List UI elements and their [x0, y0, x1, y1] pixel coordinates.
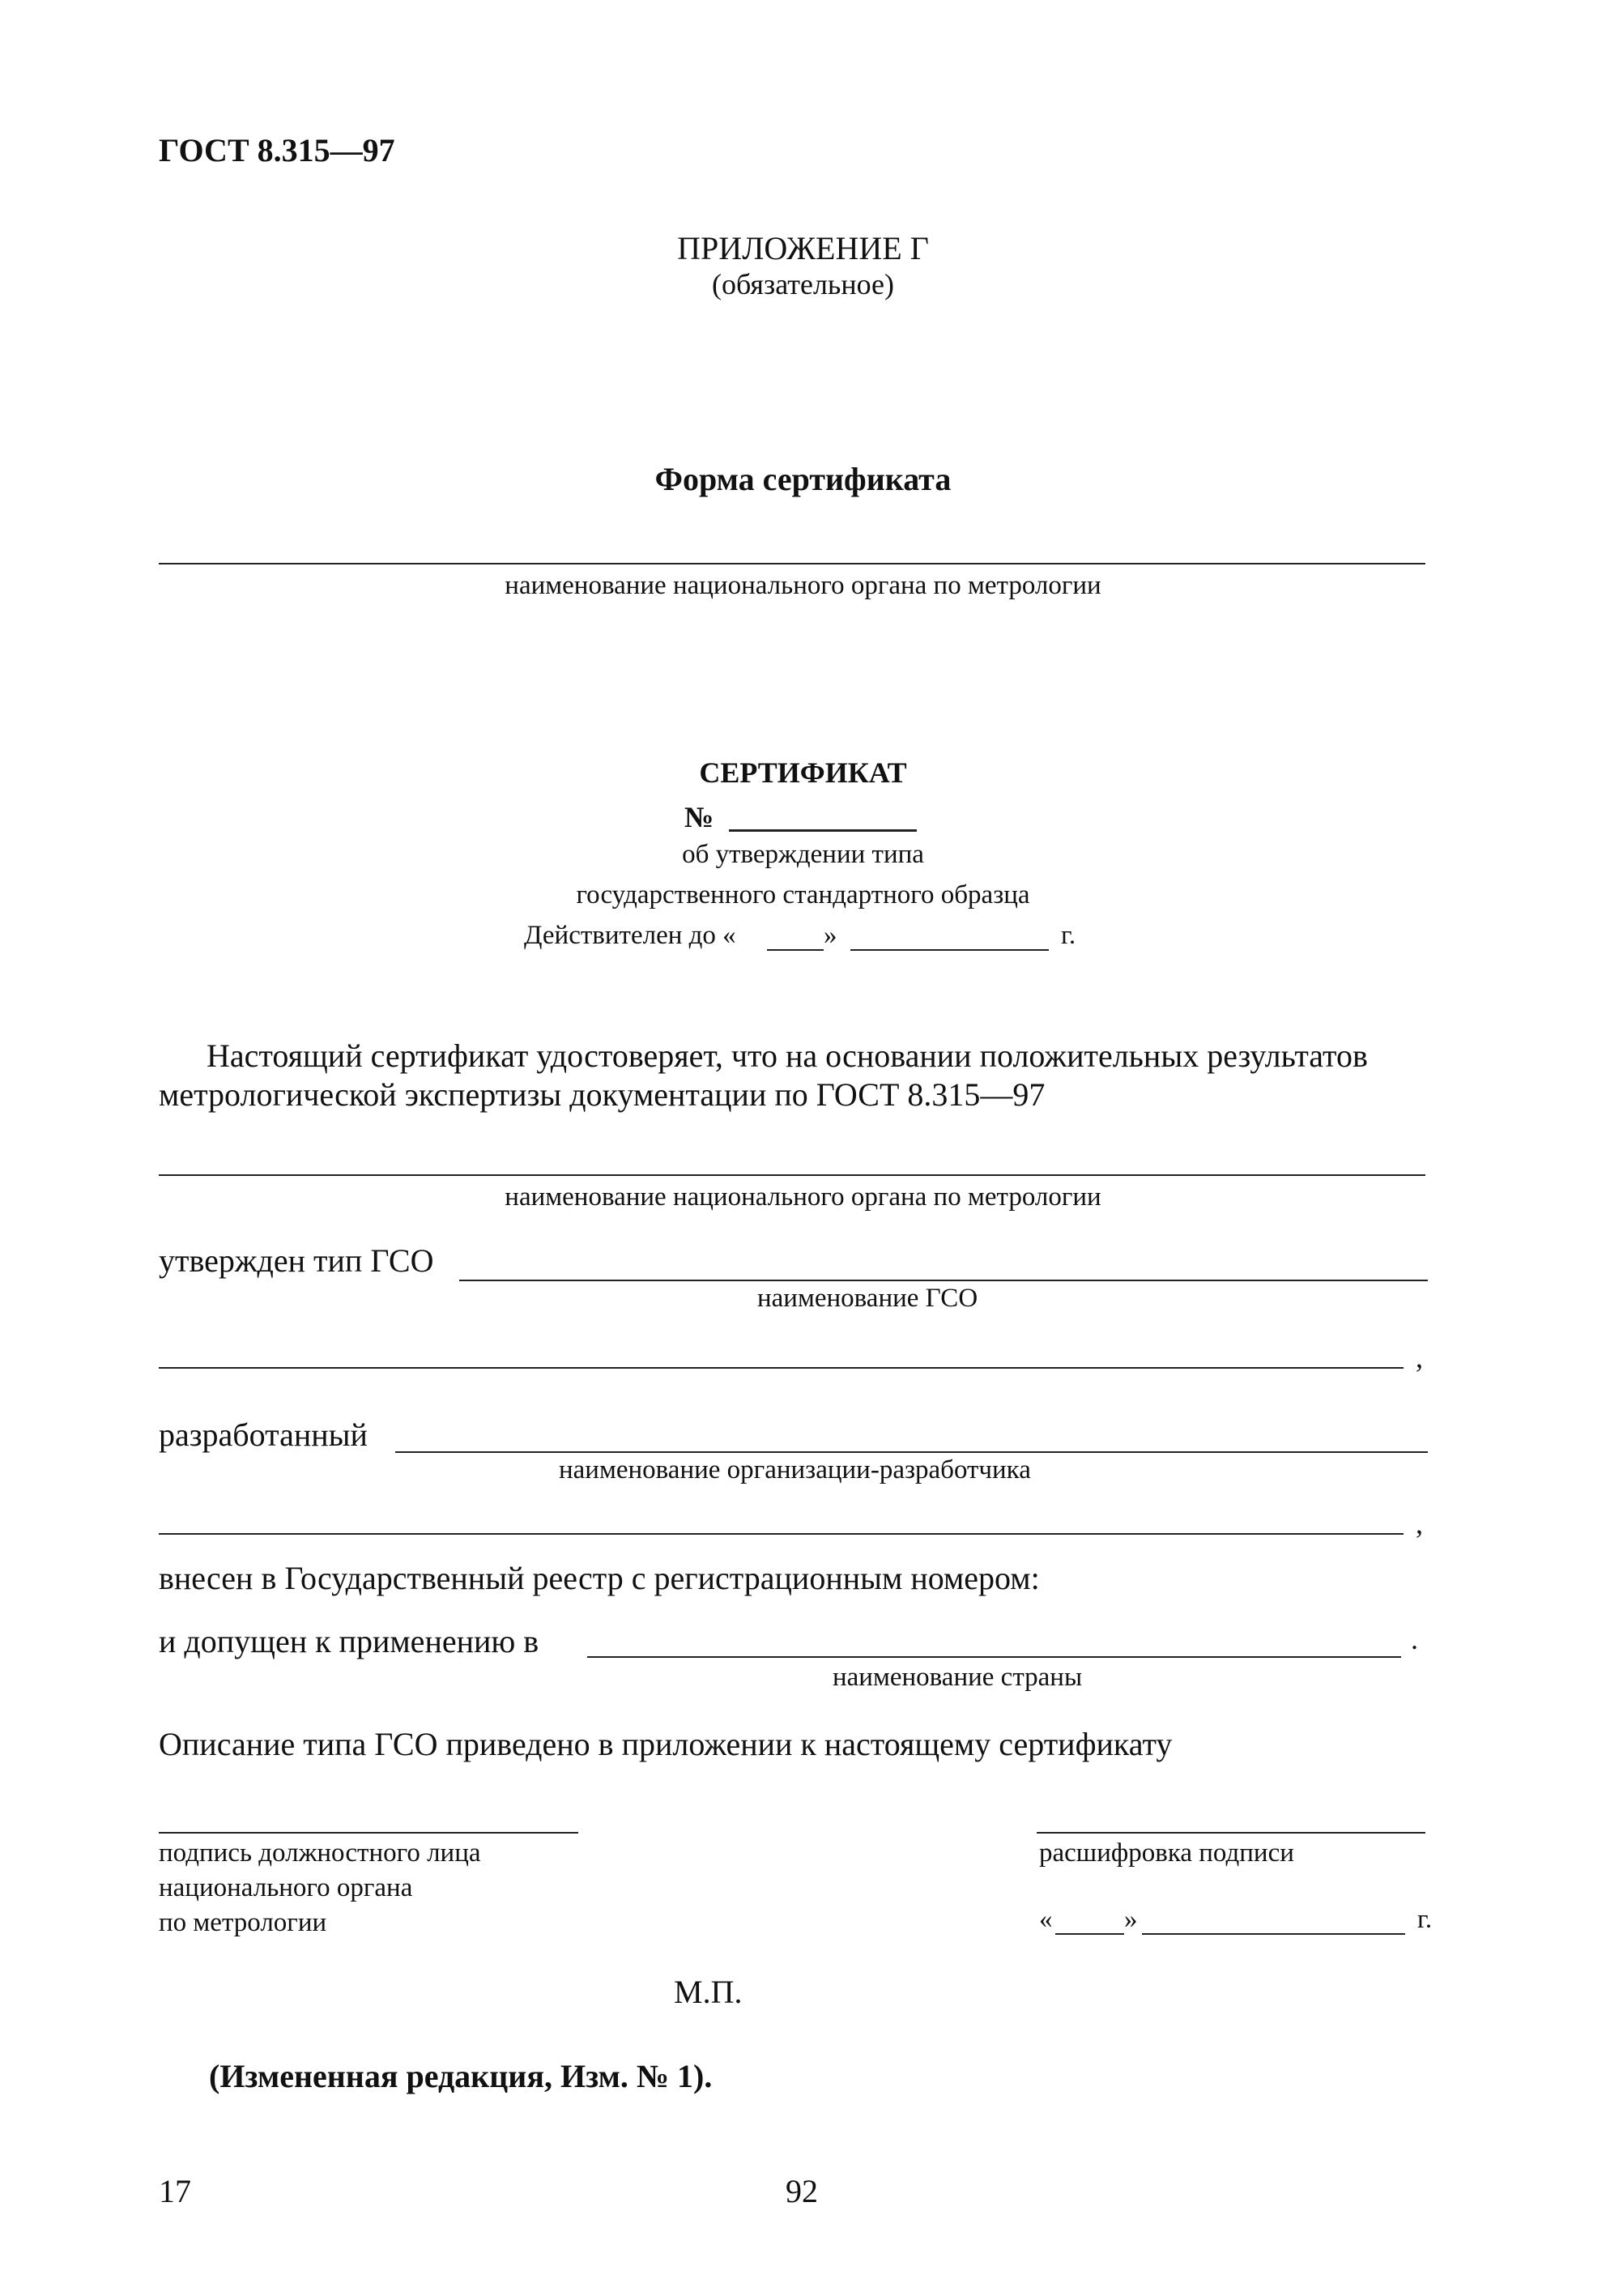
stamp-place: М.П. [674, 1974, 743, 2010]
gso-name-fill-line [459, 1280, 1428, 1281]
admitted-period: . [1411, 1623, 1418, 1655]
decryption-caption: расшифровка подписи [1039, 1838, 1294, 1868]
gso-name-caption: наименование ГСО [757, 1284, 978, 1313]
valid-until-prefix: Действителен до « [524, 921, 736, 950]
valid-until-suffix: г. [1061, 921, 1076, 950]
form-title: Форма сертификата [654, 461, 952, 497]
date-month-line [1142, 1933, 1405, 1935]
org-caption: наименование национального органа по метрологии [505, 1182, 1101, 1212]
date-open-quote: « [1039, 1905, 1053, 1934]
description-text: Описание типа ГСО приведено в приложении к настоящему сертификату [159, 1726, 1173, 1762]
approved-type-label: утвержден тип ГСО [159, 1242, 434, 1279]
org-fill-line [159, 1174, 1425, 1176]
admitted-label: и допущен к применению в [159, 1623, 539, 1659]
valid-month-line [850, 949, 1049, 951]
signature-caption-1: подпись должностного лица [159, 1838, 481, 1868]
decryption-line [1037, 1832, 1425, 1834]
developer-fill-line [395, 1451, 1428, 1453]
signature-line [159, 1832, 578, 1834]
date-year-label: г. [1417, 1905, 1433, 1934]
certificate-title: СЕРТИФИКАТ [699, 756, 907, 789]
signature-caption-3: по метрологии [159, 1908, 327, 1937]
certificate-number-label: № [684, 801, 714, 833]
certificate-line2: государственного стандартного образца [576, 880, 1030, 909]
national-body-caption: наименование национального органа по метрологии [505, 571, 1101, 600]
developer-continuation-line [159, 1533, 1404, 1535]
signature-caption-2: национального органа [159, 1873, 413, 1902]
gso-continuation-line [159, 1367, 1404, 1369]
valid-day-line [767, 949, 824, 951]
page-number: 92 [786, 2173, 818, 2209]
registry-text: внесен в Государственный реестр с регистрационным номером: [159, 1560, 1040, 1596]
date-day-line [1055, 1933, 1124, 1935]
comma-1: , [1416, 1341, 1423, 1374]
footer-left-number: 17 [159, 2173, 191, 2209]
country-caption: наименование страны [833, 1663, 1083, 1692]
appendix-title: ПРИЛОЖЕНИЕ Г [677, 230, 929, 266]
paragraph-line1: Настоящий сертификат удостоверяет, что на основании положительных результатов [207, 1037, 1368, 1074]
amendment-note: (Измененная редакция, Изм. № 1). [209, 2058, 713, 2094]
valid-until-mid: » [824, 921, 837, 950]
national-body-fill-line [159, 563, 1425, 564]
developed-label: разработанный [159, 1416, 368, 1453]
comma-2: , [1416, 1507, 1423, 1540]
certificate-number-line [729, 829, 917, 832]
certificate-line1: об утверждении типа [682, 840, 924, 869]
appendix-status: (обязательное) [712, 268, 894, 300]
country-fill-line [587, 1656, 1401, 1658]
paragraph-line2: метрологической экспертизы документации по ГОСТ 8.315—97 [159, 1076, 1046, 1113]
standard-header: ГОСТ 8.315—97 [159, 132, 395, 168]
date-close-quote: » [1124, 1905, 1138, 1934]
developer-caption: наименование организации-разработчика [559, 1455, 1031, 1485]
